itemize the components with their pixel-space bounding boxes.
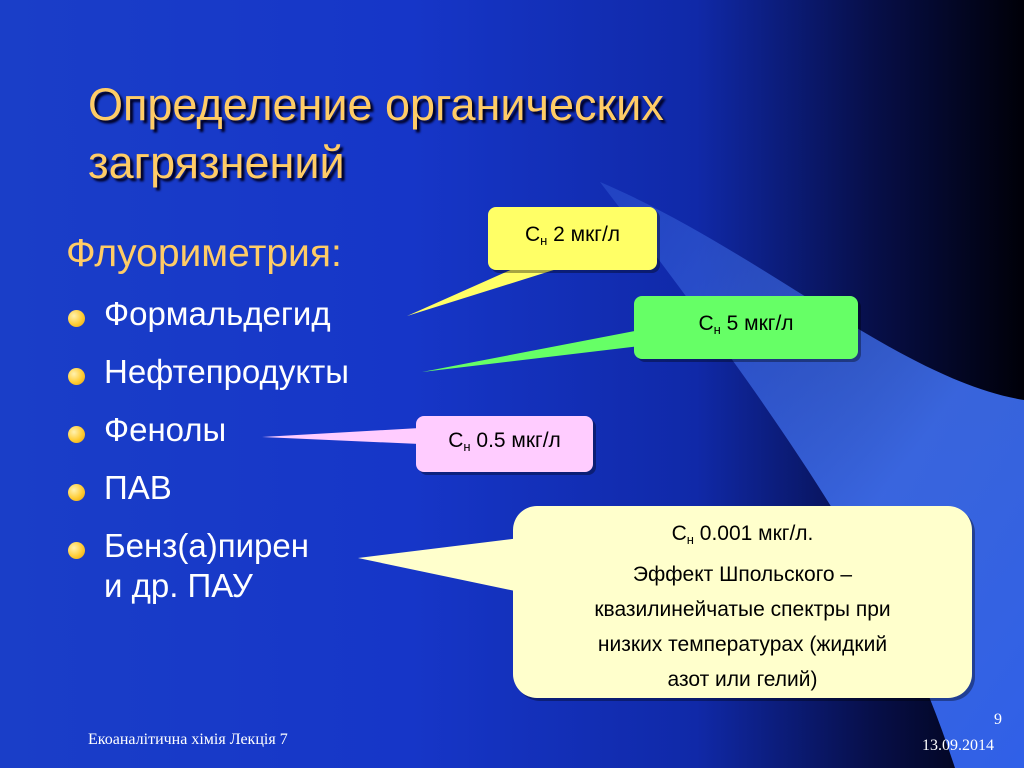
callout-benzopyrene (513, 506, 972, 698)
bullet-item (66, 294, 349, 352)
bullet-text: Нефтепродукты (104, 353, 349, 390)
callout-subscript: н (686, 532, 694, 547)
bullet-text: Бенз(а)пирен (104, 527, 309, 564)
bullet-item (66, 468, 349, 526)
callout-symbol: С (524, 223, 541, 246)
callout-2-pointer (422, 330, 640, 372)
callout-symbol: С (698, 312, 714, 335)
callout-phenols (416, 416, 593, 472)
bullet-item (66, 526, 349, 604)
callout-subscript: н (713, 322, 721, 337)
bullet-dot-icon (68, 426, 85, 443)
callout-line: азот или гелий) (667, 668, 818, 691)
callout-value: 2 мкг/л (547, 223, 621, 246)
callout-symbol: С (448, 429, 464, 452)
callout-oil-products (634, 296, 858, 359)
callout-4-pointer (358, 538, 520, 592)
slide-title: Определение органических загрязнений (88, 79, 664, 188)
bullet-text: ПАВ (104, 469, 172, 506)
callout-1-pointer (407, 268, 560, 316)
bullet-text: Формальдегид (104, 295, 331, 332)
footer-date: 13.09.2014 (922, 737, 994, 754)
callout-value: 0.5 мкг/л (470, 429, 561, 452)
callout-value: 0.001 мкг/л. (693, 522, 814, 545)
bullet-dot-icon (68, 368, 85, 385)
bullet-item (66, 352, 349, 410)
callout-symbol: С (671, 522, 687, 545)
bullet-dot-icon (68, 542, 85, 559)
bullet-item (66, 410, 349, 468)
bullet-dot-icon (68, 310, 85, 327)
subheading: Флуориметрия: (66, 232, 342, 275)
callout-first-line (513, 516, 972, 557)
callout-line: низких температурах (жидкий (597, 633, 888, 656)
bullet-text: Фенолы (104, 411, 227, 448)
bullet-dot-icon (68, 484, 85, 501)
callout-subscript: н (463, 439, 471, 454)
callout-line: Эффект Шпольского – (632, 563, 853, 586)
callout-formaldehyde (488, 207, 657, 270)
footer-course: Екоаналітична хімія Лекція 7 (88, 731, 288, 748)
callout-value: 5 мкг/л (720, 312, 794, 335)
bullet-list (66, 294, 349, 604)
slide-number: 9 (994, 711, 1002, 728)
callout-line: квазилинейчатые спектры при (594, 598, 891, 621)
callout-subscript: н (540, 233, 548, 248)
bullet-text-continued: и др. ПАУ (104, 567, 253, 604)
